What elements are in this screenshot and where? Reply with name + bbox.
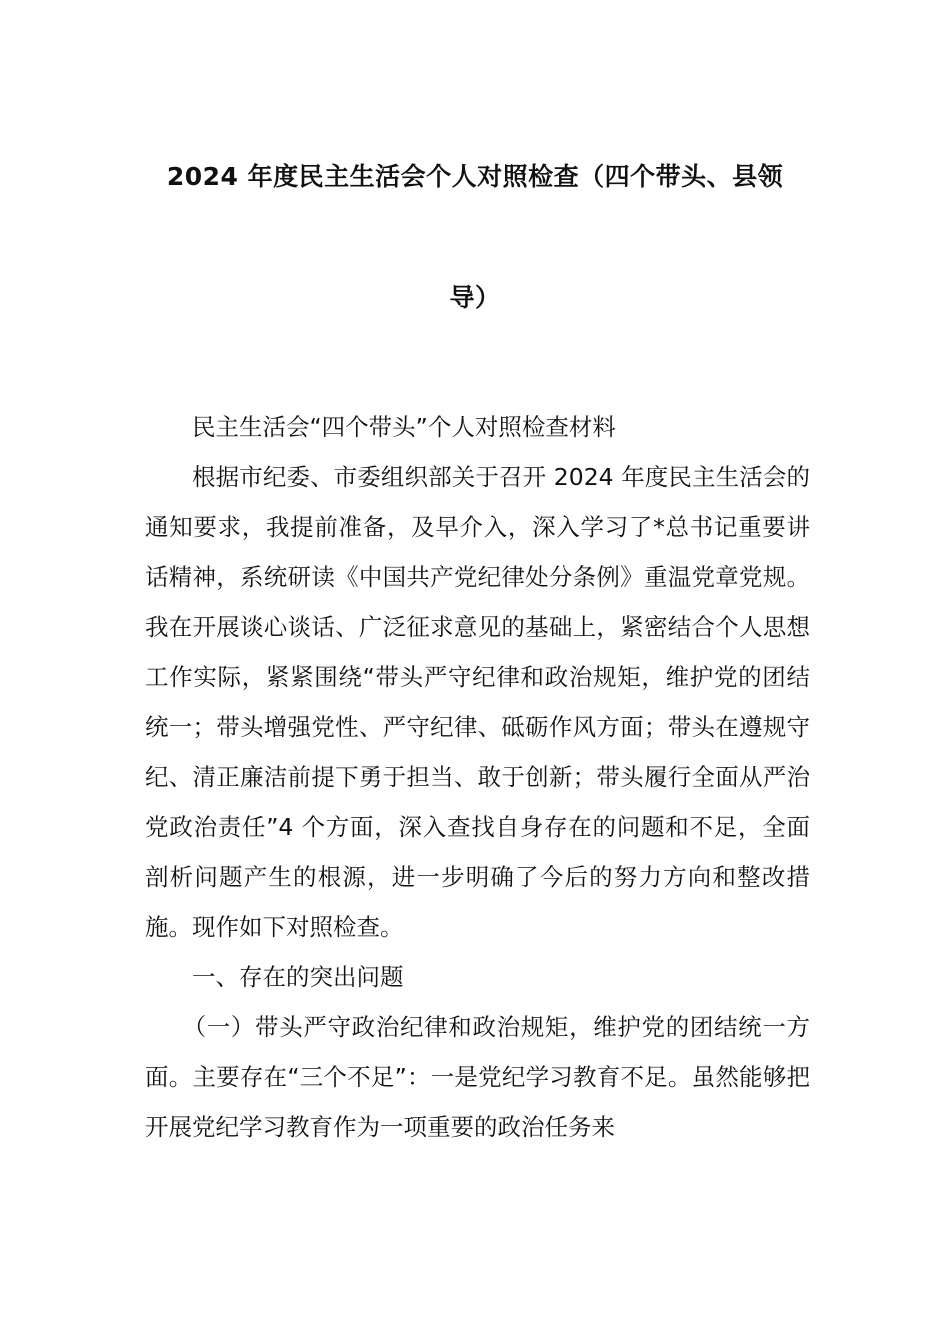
subtitle-paragraph: 民主生活会“四个带头”个人对照检查材料 — [192, 413, 616, 441]
intro-paragraph: 根据市纪委、市委组织部关于召开 2024 年度民主生活会的通知要求，我提前准备，及早介入，深入学习了*总书记重要讲话精神，系统研读《中国共产党纪律处分条例》重温党章党规。我在开展谈心谈话、广泛征求意见的基础上，紧密结合个人思想工作实际，紧紧围绕“带头严守纪律和政治规矩，维护党的团结统一；带头增强党性、严守纪律、砥砺作风方面；带头在遵规守纪、清正廉洁前提下勇于担当、敢于创新；带头履行全面从严治党政治责任”4 个方面，深入查找自身存在的问题和不足，全面剖析问题产生的根源，进一步明确了今后的努力方向和整改措施。现作如下对照检查。 — [145, 463, 810, 941]
section-heading: 一、存在的突出问题 — [192, 963, 404, 991]
subsection-paragraph: （一）带头严守政治纪律和政治规矩，维护党的团结统一方面。主要存在“三个不足”：一是党纪学习教育不足。虽然能够把开展党纪学习教育作为一项重要的政治任务来 — [145, 1013, 810, 1141]
document-body — [145, 402, 810, 1152]
document-title-line-2: 导） — [449, 283, 501, 312]
document-title-line-1: 2024 年度民主生活会个人对照检查（四个带头、县领 — [166, 162, 784, 191]
